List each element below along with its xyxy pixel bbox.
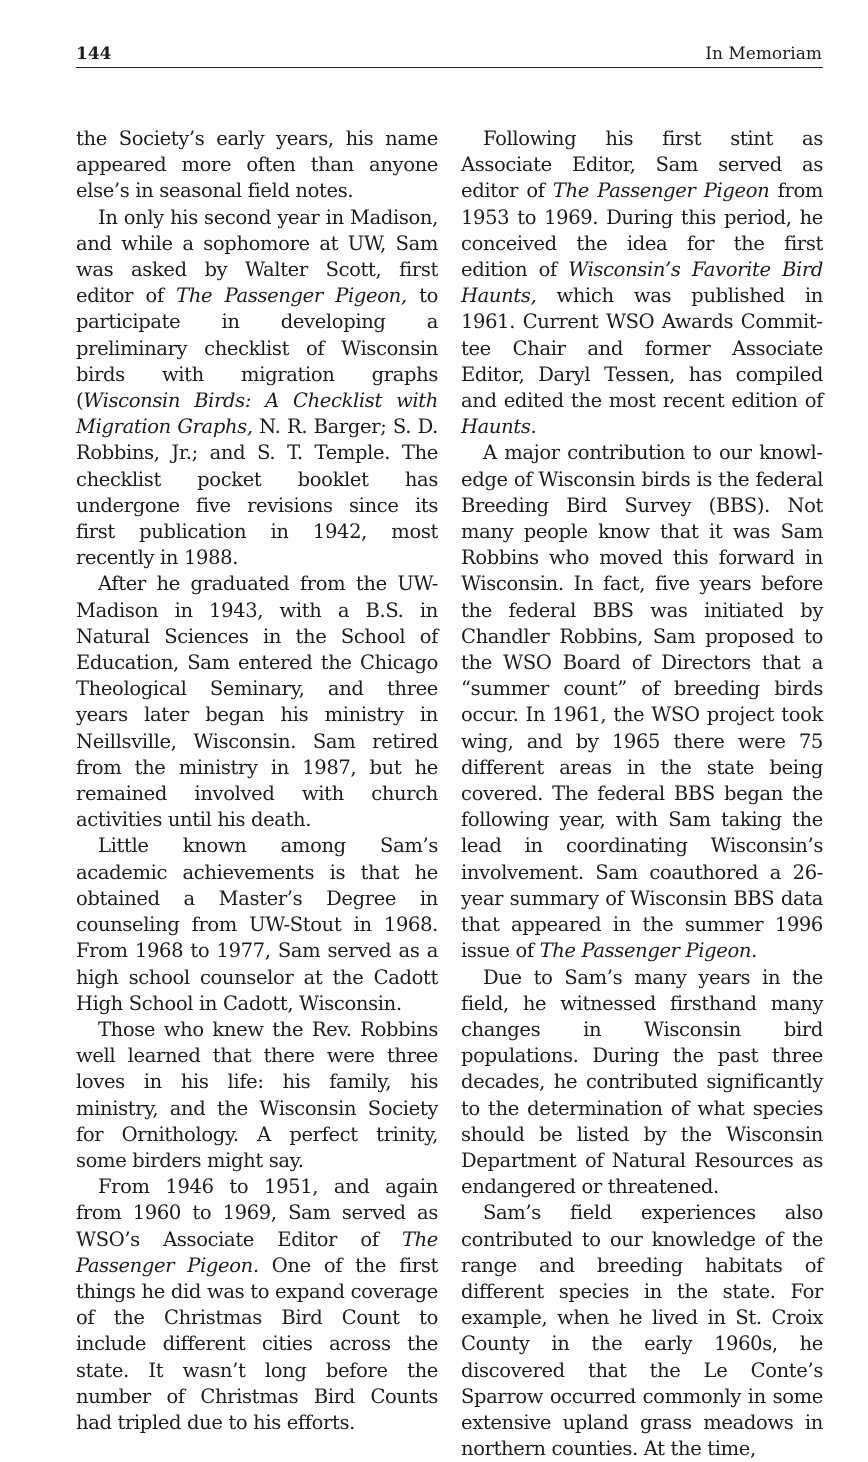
body-text: In only his second year in Madison, and while a sophomore at UW, Sam was asked by Walter Scott, first editor of bbox=[76, 205, 438, 308]
body-text: A major contribution to our knowledge of Wisconsin birds is the federal Breeding Bird Survey (BBS). Not many people know that it was Sam Robbins who moved this forward in Wisconsin. In fact, five years before the federal BBS was initiated by Chandler Robbins, Sam proposed to the WSO Board of Directors that a “summer count” of breeding birds occur. In 1961, the WSO project took wing, and by 1965 there were 75 different areas in the state being covered. The federal BBS began the following year, with Sam taking the lead in coordinating Wisconsin’s involvement. Sam coauthored a 26-year summary of Wisconsin BBS data that appeared in the summer 1996 issue of bbox=[461, 441, 823, 963]
body-text: from 1953 to 1969. During this period, he conceived the idea for the first edition of bbox=[461, 179, 824, 282]
paragraph bbox=[461, 126, 823, 440]
body-text: One of the first things he did was to expand coverage of the Christmas Bird Count to include different cities across the state. It wasn’t long before the number of Christmas Bird Counts had tripled due to his efforts. bbox=[76, 1253, 438, 1434]
body-text: From 1946 to 1951, and again from 1960 to 1969, Sam served as WSO’s Associate Editor of bbox=[76, 1175, 438, 1251]
header-rule bbox=[76, 67, 823, 68]
running-header bbox=[76, 40, 822, 66]
italic-title-text: The Passenger Pigeon, bbox=[176, 284, 407, 308]
italic-title-text: Haunts. bbox=[461, 415, 537, 439]
body-text: the Society’s early years, his name appeared more often than anyone else’s in seasonal field notes. bbox=[76, 127, 438, 203]
running-head-title: In Memoriam bbox=[705, 44, 822, 64]
paragraph bbox=[76, 833, 438, 1016]
body-text: Following his first stint as Associate Editor, Sam served as editor of bbox=[461, 127, 823, 203]
body-text: to participate in developing a preliminary checklist of Wisconsin birds with migration graphs ( bbox=[76, 284, 438, 413]
italic-title-text: The Passenger Pigeon bbox=[552, 179, 770, 203]
left-column bbox=[76, 126, 438, 1436]
body-text: N. R. Barger; S. D. Robbins, Jr.; and S. T. Temple. The checklist pocket booklet has undergone five revisions since its first publication in 1942, most recently in 1988. bbox=[76, 415, 439, 570]
italic-title-text: Wisconsin’s Favorite Bird Haunts, bbox=[461, 258, 824, 308]
italic-title-text: The Passenger Pigeon. bbox=[539, 939, 757, 963]
body-text: Those who knew the Rev. Robbins well learned that there were three loves in his life: his family, his ministry, and the Wisconsin Society for Ornithology. A perfect trinity, some birders might say. bbox=[76, 1017, 438, 1172]
paragraph bbox=[76, 126, 438, 205]
page-number: 144 bbox=[76, 44, 112, 64]
body-text: Little known among Sam’s academic achievements is that he obtained a Master’s Degree in counseling from UW-Stout in 1968. From 1968 to 1977, Sam served as a high school counselor at the Cadott High School in Cadott, Wisconsin. bbox=[76, 834, 438, 1015]
paragraph bbox=[76, 1017, 438, 1174]
paragraph bbox=[461, 440, 823, 964]
paragraph bbox=[461, 965, 823, 1201]
body-text: After he graduated from the UW-Madison in 1943, with a B.S. in Natural Sciences in the School of Education, Sam entered the Chicago Theological Seminary, and three years later began his ministry in Neillsville, Wisconsin. Sam retired from the ministry in 1987, but he remained involved with church activities until his death. bbox=[76, 572, 438, 832]
body-text: Due to Sam’s many years in the field, he witnessed firsthand many changes in Wisconsin bird populations. During the past three decades, he contributed significantly to the determination of what species should be listed by the Wisconsin Department of Natural Resources as endangered or threatened. bbox=[461, 965, 823, 1199]
paragraph bbox=[461, 1200, 823, 1462]
italic-title-text: The Passenger Pigeon. bbox=[76, 1227, 438, 1277]
paragraph bbox=[76, 205, 438, 572]
italic-title-text: Wisconsin Birds: A Checklist with Migration Graphs, bbox=[76, 389, 438, 439]
body-text: which was published in 1961. Current WSO Awards Committee Chair and former Associate Editor, Daryl Tessen, has compiled and edited the most recent edition of bbox=[461, 284, 823, 413]
body-text: Sam’s field experiences also contributed to our knowledge of the range and breeding habitats of different species in the state. For example, when he lived in St. Croix County in the early 1960s, he discovered that the Le Conte’s Sparrow occurred commonly in some extensive upland grass meadows in northern counties. At the time, bbox=[461, 1201, 823, 1461]
right-column bbox=[461, 126, 823, 1462]
paragraph bbox=[76, 571, 438, 833]
paragraph bbox=[76, 1174, 438, 1436]
